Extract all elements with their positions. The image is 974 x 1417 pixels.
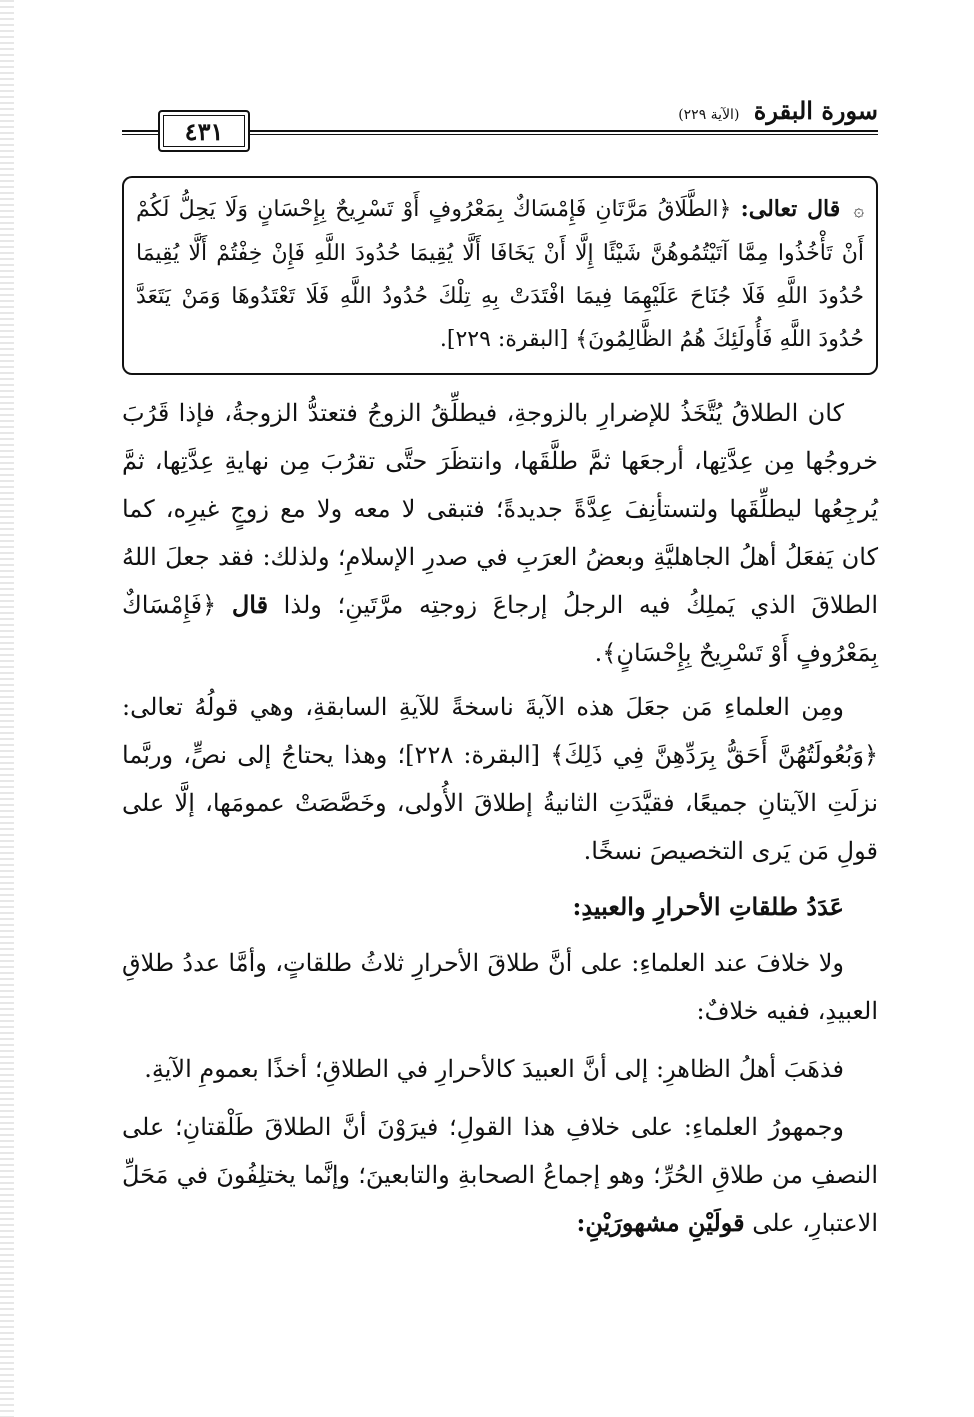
paragraph-3: ولا خلافَ عند العلماءِ: على أنَّ طلاقَ الأحرارِ ثلاثُ طلقاتٍ، وأمَّا عددُ طلاقِ العبيدِ، ففيه خلافٌ: [122,949,878,1025]
paragraph-5-text: وجمهورُ العلماءِ: على خلافِ هذا القولِ؛ فيرَوْنَ أنَّ الطلاقَ طَلْقتانِ؛ على النصفِ من طلاقِ الحُرِّ؛ وهو إجماعُ الصحابةِ والتابعينَ؛ وإنَّما يختلِفُونَ في مَحَلِّ الاعتبارِ، على [122,1113,879,1237]
ayah-reference: (الآية ٢٢٩) [678,107,740,123]
paragraph-5-bold: قولَيْنِ مشهورَيْنِ: [576,1208,745,1237]
page-header [122,96,878,156]
book-page [122,96,878,1396]
paragraph-1-quote: ﴿فَإِمْسَاكٌ بِمَعْرُوفٍ أَوْ تَسْرِيحٌ بِإِحْسَانٍ﴾. [122,591,878,667]
paragraph-1-bold: قال [231,590,269,619]
verse-text: ﴿الطَّلَاقُ مَرَّتَانِ فَإِمْسَاكٌ بِمَعْرُوفٍ أَوْ تَسْرِيحٌ بِإِحْسَانٍ وَلَا يَحِلُّ لَكُمْ أَنْ تَأْخُذُوا مِمَّا آتَيْتُمُوهُنَّ شَيْئًا إِلَّا أَنْ يَخَافَا أَلَّا يُقِيمَا حُدُودَ اللَّهِ فَإِنْ خِفْتُمْ أَلَّا يُقِيمَا حُدُودَ اللَّهِ فَلَا جُنَاحَ عَلَيْهِمَا فِيمَا افْتَدَتْ بِهِ تِلْكَ حُدُودُ اللَّهِ فَلَا تَعْتَدُوهَا وَمَنْ يَتَعَدَّ حُدُودَ اللَّهِ فَأُولَئِكَ هُمُ الظَّالِمُونَ﴾ [136,197,864,352]
paragraph-4: فذهَبَ أهلُ الظاهرِ: إلى أنَّ العبيدَ كالأحرارِ في الطلاقِ؛ أخذًا بعمومِ الآيةِ. [144,1055,844,1083]
section-heading: عَدَدُ طلقاتِ الأحرارِ والعبيدِ: [572,892,844,921]
verse-box [122,176,878,375]
scan-edge [0,0,14,1417]
verse-reference: [البقرة: ٢٢٩]. [439,327,569,352]
surah-name: سورة البقرة [753,96,878,125]
paragraph-1 [122,389,878,677]
surah-title [678,96,878,125]
paragraph-2: ومِن العلماءِ مَن جعَلَ هذه الآيةَ ناسخةً للآيةِ السابقةِ، وهي قولُهُ تعالى: ﴿وَبُعُولَتُهُنَّ أَحَقُّ بِرَدِّهِنَّ فِي ذَلِكَ﴾ [البقرة: ٢٢٨]؛ وهذا يحتاجُ إلى نصٍّ، وربَّما نزلَتِ الآيتانِ جميعًا، فقيَّدَتِ الثانيةُ إطلاقَ الأُولى، وخَصَّصَتْ عمومَها، إلَّا على قولِ مَن يَرى التخصيصَ نسخًا. [122,693,879,865]
paragraph-1-text: كان الطلاقُ يُتَّخَذُ للإضرارِ بالزوجةِ، فيطلِّقُ الزوجُ فتعتدُّ الزوجةُ، فإذا قَرُبَ خروجُها مِن عِدَّتِها، أرجعَها ثمَّ طلَّقَها، وانتظَرَ حتَّى تقرُبَ مِن نهايةِ عِدَّتِها، ثمَّ يُرجِعُها ليطلِّقَها ولتستأنِفَ عِدَّةً جديدةً؛ فتبقى لا معه ولا مع زوجٍ غيرِه، كما كان يَفعَلُ أهلُ الجاهليَّةِ وبعضُ العرَبِ في صدرِ الإسلامِ؛ ولذلك: فقد جعلَ اللهُ الطلاقَ الذي يَملِكُ فيه الرجلُ إرجاعَ زوجتِه مرَّتَينِ؛ ولذا [122,399,878,619]
paragraph-5 [122,1103,878,1247]
verse-lead: قال تعالى: [740,196,841,222]
page-number: ٤٣١ [158,110,250,152]
ornament-icon: ۞ [853,200,865,221]
